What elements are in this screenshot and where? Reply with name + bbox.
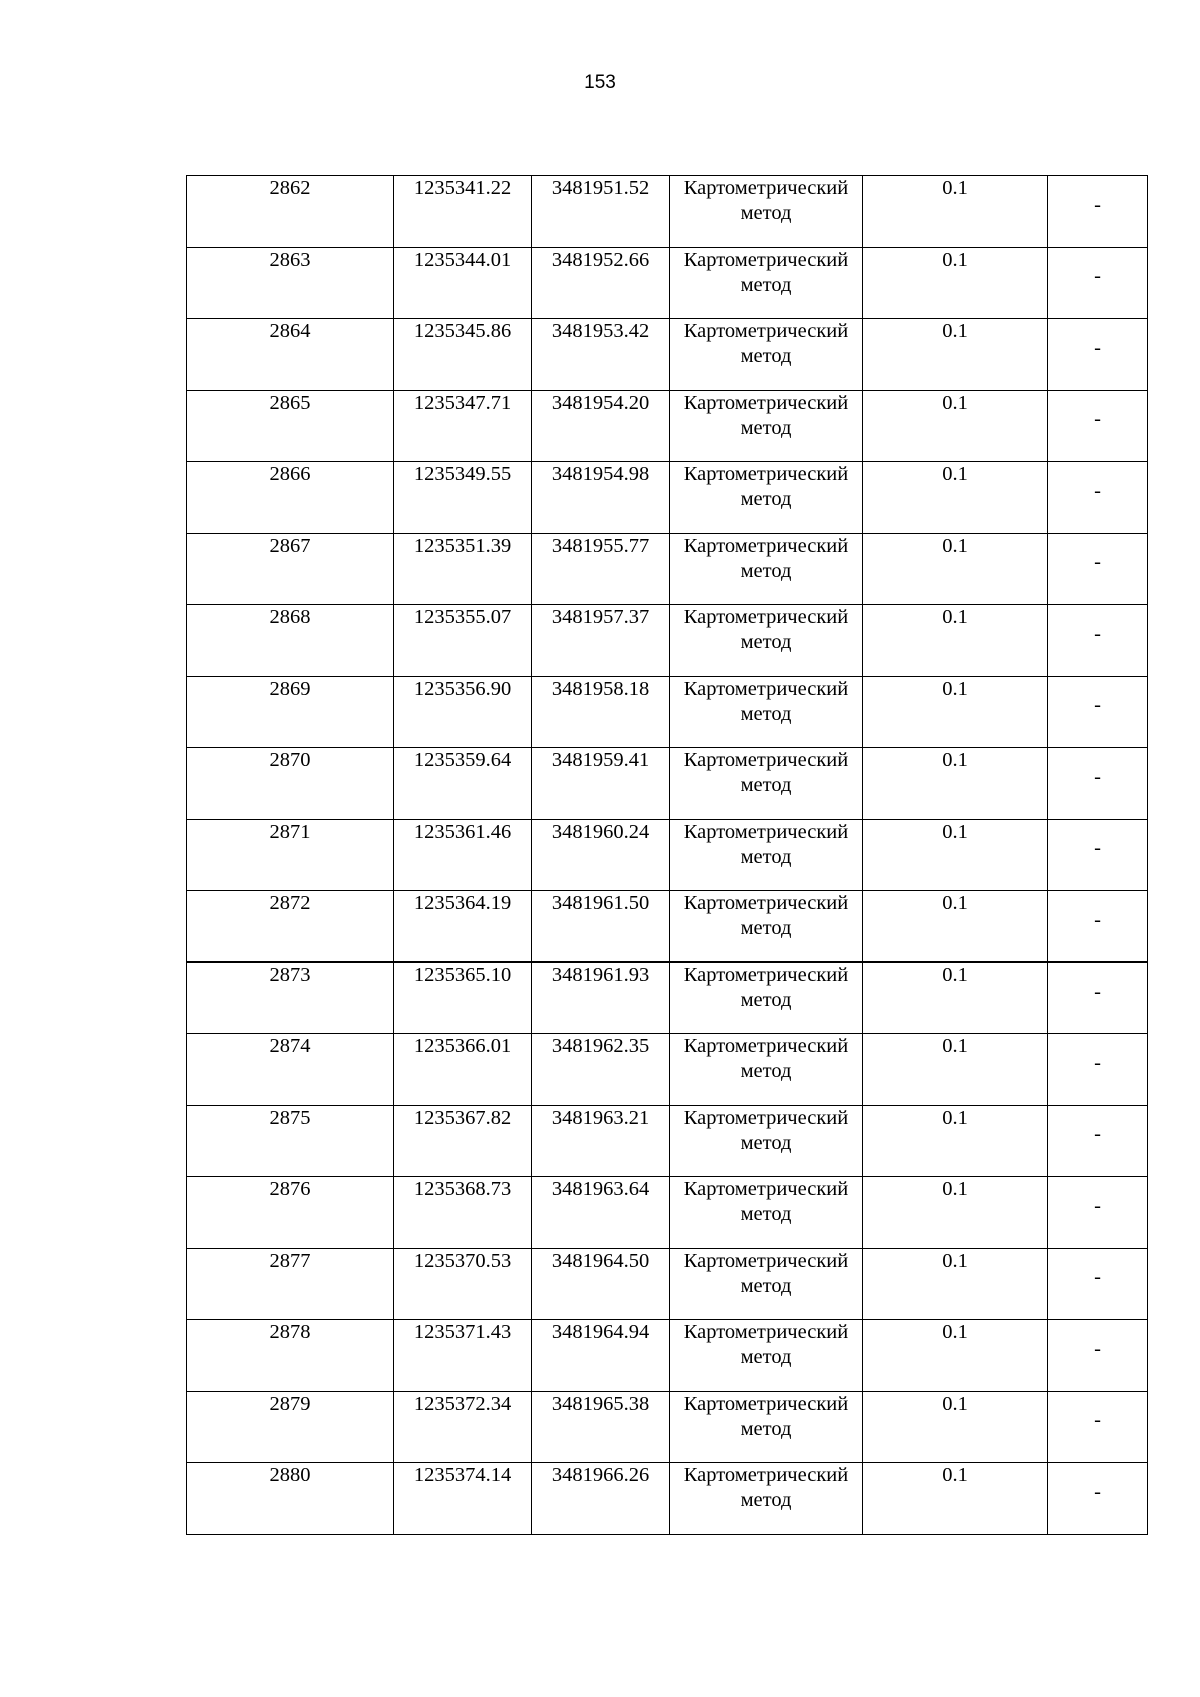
method-cell: Картометрический метод bbox=[670, 819, 863, 891]
note-text: - bbox=[1094, 1409, 1101, 1432]
method-cell: Картометрический метод bbox=[670, 1177, 863, 1249]
method-cell: Картометрический метод bbox=[670, 676, 863, 748]
note-text: - bbox=[1094, 336, 1101, 359]
point-number-cell: 2874 bbox=[187, 1034, 394, 1106]
y-coordinate-cell: 3481951.52 bbox=[532, 176, 670, 248]
note-text: - bbox=[1094, 551, 1101, 574]
note-cell bbox=[1048, 605, 1148, 677]
table-row bbox=[187, 1248, 1148, 1320]
method-cell: Картометрический метод bbox=[670, 533, 863, 605]
coordinates-table-body bbox=[187, 176, 1148, 1535]
x-coordinate-cell: 1235371.43 bbox=[394, 1320, 532, 1392]
error-cell: 0.1 bbox=[863, 319, 1048, 391]
error-cell: 0.1 bbox=[863, 1320, 1048, 1392]
point-number-cell: 2871 bbox=[187, 819, 394, 891]
point-number-cell: 2864 bbox=[187, 319, 394, 391]
note-text: - bbox=[1094, 980, 1101, 1003]
table-row bbox=[187, 1034, 1148, 1106]
note-cell bbox=[1048, 176, 1148, 248]
x-coordinate-cell: 1235344.01 bbox=[394, 247, 532, 319]
x-coordinate-cell: 1235355.07 bbox=[394, 605, 532, 677]
note-text: - bbox=[1094, 193, 1101, 216]
note-text: - bbox=[1094, 1266, 1101, 1289]
point-number-cell: 2866 bbox=[187, 462, 394, 534]
note-cell bbox=[1048, 748, 1148, 820]
note-text: - bbox=[1094, 408, 1101, 431]
x-coordinate-cell: 1235364.19 bbox=[394, 891, 532, 963]
point-number-cell: 2877 bbox=[187, 1248, 394, 1320]
error-cell: 0.1 bbox=[863, 1248, 1048, 1320]
note-cell bbox=[1048, 1391, 1148, 1463]
error-cell: 0.1 bbox=[863, 676, 1048, 748]
table-row bbox=[187, 533, 1148, 605]
method-cell: Картометрический метод bbox=[670, 1248, 863, 1320]
note-cell bbox=[1048, 819, 1148, 891]
point-number-cell: 2870 bbox=[187, 748, 394, 820]
table-row bbox=[187, 390, 1148, 462]
table-row bbox=[187, 819, 1148, 891]
note-text: - bbox=[1094, 837, 1101, 860]
x-coordinate-cell: 1235356.90 bbox=[394, 676, 532, 748]
method-cell: Картометрический метод bbox=[670, 176, 863, 248]
method-cell: Картометрический метод bbox=[670, 605, 863, 677]
method-cell: Картометрический метод bbox=[670, 390, 863, 462]
table-row bbox=[187, 748, 1148, 820]
note-cell bbox=[1048, 533, 1148, 605]
note-text: - bbox=[1094, 622, 1101, 645]
note-cell bbox=[1048, 1177, 1148, 1249]
error-cell: 0.1 bbox=[863, 1177, 1048, 1249]
y-coordinate-cell: 3481964.50 bbox=[532, 1248, 670, 1320]
table-row bbox=[187, 1320, 1148, 1392]
error-cell: 0.1 bbox=[863, 1105, 1048, 1177]
error-cell: 0.1 bbox=[863, 748, 1048, 820]
error-cell: 0.1 bbox=[863, 891, 1048, 963]
coordinates-table bbox=[186, 175, 1148, 1535]
y-coordinate-cell: 3481963.64 bbox=[532, 1177, 670, 1249]
point-number-cell: 2880 bbox=[187, 1463, 394, 1535]
error-cell: 0.1 bbox=[863, 1463, 1048, 1535]
point-number-cell: 2862 bbox=[187, 176, 394, 248]
error-cell: 0.1 bbox=[863, 962, 1048, 1034]
method-cell: Картометрический метод bbox=[670, 962, 863, 1034]
y-coordinate-cell: 3481960.24 bbox=[532, 819, 670, 891]
point-number-cell: 2878 bbox=[187, 1320, 394, 1392]
point-number-cell: 2869 bbox=[187, 676, 394, 748]
point-number-cell: 2875 bbox=[187, 1105, 394, 1177]
table-row bbox=[187, 891, 1148, 963]
note-cell bbox=[1048, 1034, 1148, 1106]
point-number-cell: 2876 bbox=[187, 1177, 394, 1249]
note-text: - bbox=[1094, 479, 1101, 502]
method-cell: Картометрический метод bbox=[670, 1391, 863, 1463]
note-text: - bbox=[1094, 908, 1101, 931]
note-cell bbox=[1048, 676, 1148, 748]
note-text: - bbox=[1094, 1194, 1101, 1217]
point-number-cell: 2873 bbox=[187, 962, 394, 1034]
note-text: - bbox=[1094, 265, 1101, 288]
x-coordinate-cell: 1235361.46 bbox=[394, 819, 532, 891]
y-coordinate-cell: 3481954.98 bbox=[532, 462, 670, 534]
y-coordinate-cell: 3481955.77 bbox=[532, 533, 670, 605]
y-coordinate-cell: 3481966.26 bbox=[532, 1463, 670, 1535]
method-cell: Картометрический метод bbox=[670, 462, 863, 534]
x-coordinate-cell: 1235368.73 bbox=[394, 1177, 532, 1249]
table-row bbox=[187, 676, 1148, 748]
y-coordinate-cell: 3481962.35 bbox=[532, 1034, 670, 1106]
y-coordinate-cell: 3481961.93 bbox=[532, 962, 670, 1034]
page-number: 153 bbox=[584, 72, 616, 93]
error-cell: 0.1 bbox=[863, 1034, 1048, 1106]
note-cell bbox=[1048, 462, 1148, 534]
y-coordinate-cell: 3481957.37 bbox=[532, 605, 670, 677]
note-text: - bbox=[1094, 1480, 1101, 1503]
note-text: - bbox=[1094, 694, 1101, 717]
x-coordinate-cell: 1235359.64 bbox=[394, 748, 532, 820]
x-coordinate-cell: 1235341.22 bbox=[394, 176, 532, 248]
error-cell: 0.1 bbox=[863, 462, 1048, 534]
x-coordinate-cell: 1235374.14 bbox=[394, 1463, 532, 1535]
table-row bbox=[187, 247, 1148, 319]
method-cell: Картометрический метод bbox=[670, 319, 863, 391]
note-cell bbox=[1048, 1248, 1148, 1320]
x-coordinate-cell: 1235366.01 bbox=[394, 1034, 532, 1106]
point-number-cell: 2872 bbox=[187, 891, 394, 963]
y-coordinate-cell: 3481965.38 bbox=[532, 1391, 670, 1463]
x-coordinate-cell: 1235347.71 bbox=[394, 390, 532, 462]
error-cell: 0.1 bbox=[863, 819, 1048, 891]
error-cell: 0.1 bbox=[863, 247, 1048, 319]
table-row bbox=[187, 1463, 1148, 1535]
x-coordinate-cell: 1235351.39 bbox=[394, 533, 532, 605]
x-coordinate-cell: 1235372.34 bbox=[394, 1391, 532, 1463]
note-cell bbox=[1048, 962, 1148, 1034]
table-row bbox=[187, 605, 1148, 677]
x-coordinate-cell: 1235367.82 bbox=[394, 1105, 532, 1177]
x-coordinate-cell: 1235370.53 bbox=[394, 1248, 532, 1320]
point-number-cell: 2879 bbox=[187, 1391, 394, 1463]
y-coordinate-cell: 3481959.41 bbox=[532, 748, 670, 820]
note-cell bbox=[1048, 1105, 1148, 1177]
error-cell: 0.1 bbox=[863, 1391, 1048, 1463]
table-row bbox=[187, 1177, 1148, 1249]
method-cell: Картометрический метод bbox=[670, 1034, 863, 1106]
method-cell: Картометрический метод bbox=[670, 247, 863, 319]
x-coordinate-cell: 1235349.55 bbox=[394, 462, 532, 534]
method-cell: Картометрический метод bbox=[670, 1463, 863, 1535]
note-cell bbox=[1048, 247, 1148, 319]
y-coordinate-cell: 3481961.50 bbox=[532, 891, 670, 963]
note-text: - bbox=[1094, 1337, 1101, 1360]
table-row bbox=[187, 1391, 1148, 1463]
y-coordinate-cell: 3481953.42 bbox=[532, 319, 670, 391]
x-coordinate-cell: 1235365.10 bbox=[394, 962, 532, 1034]
note-cell bbox=[1048, 1463, 1148, 1535]
note-cell bbox=[1048, 891, 1148, 963]
error-cell: 0.1 bbox=[863, 533, 1048, 605]
note-text: - bbox=[1094, 765, 1101, 788]
point-number-cell: 2865 bbox=[187, 390, 394, 462]
error-cell: 0.1 bbox=[863, 390, 1048, 462]
point-number-cell: 2867 bbox=[187, 533, 394, 605]
note-text: - bbox=[1094, 1051, 1101, 1074]
y-coordinate-cell: 3481952.66 bbox=[532, 247, 670, 319]
error-cell: 0.1 bbox=[863, 176, 1048, 248]
table-row bbox=[187, 1105, 1148, 1177]
method-cell: Картометрический метод bbox=[670, 748, 863, 820]
error-cell: 0.1 bbox=[863, 605, 1048, 677]
table-row bbox=[187, 176, 1148, 248]
y-coordinate-cell: 3481963.21 bbox=[532, 1105, 670, 1177]
note-cell bbox=[1048, 390, 1148, 462]
y-coordinate-cell: 3481964.94 bbox=[532, 1320, 670, 1392]
table-row bbox=[187, 319, 1148, 391]
method-cell: Картометрический метод bbox=[670, 1320, 863, 1392]
note-cell bbox=[1048, 319, 1148, 391]
x-coordinate-cell: 1235345.86 bbox=[394, 319, 532, 391]
point-number-cell: 2863 bbox=[187, 247, 394, 319]
point-number-cell: 2868 bbox=[187, 605, 394, 677]
table-row bbox=[187, 462, 1148, 534]
y-coordinate-cell: 3481958.18 bbox=[532, 676, 670, 748]
note-cell bbox=[1048, 1320, 1148, 1392]
y-coordinate-cell: 3481954.20 bbox=[532, 390, 670, 462]
table-row bbox=[187, 962, 1148, 1034]
method-cell: Картометрический метод bbox=[670, 1105, 863, 1177]
note-text: - bbox=[1094, 1123, 1101, 1146]
method-cell: Картометрический метод bbox=[670, 891, 863, 963]
